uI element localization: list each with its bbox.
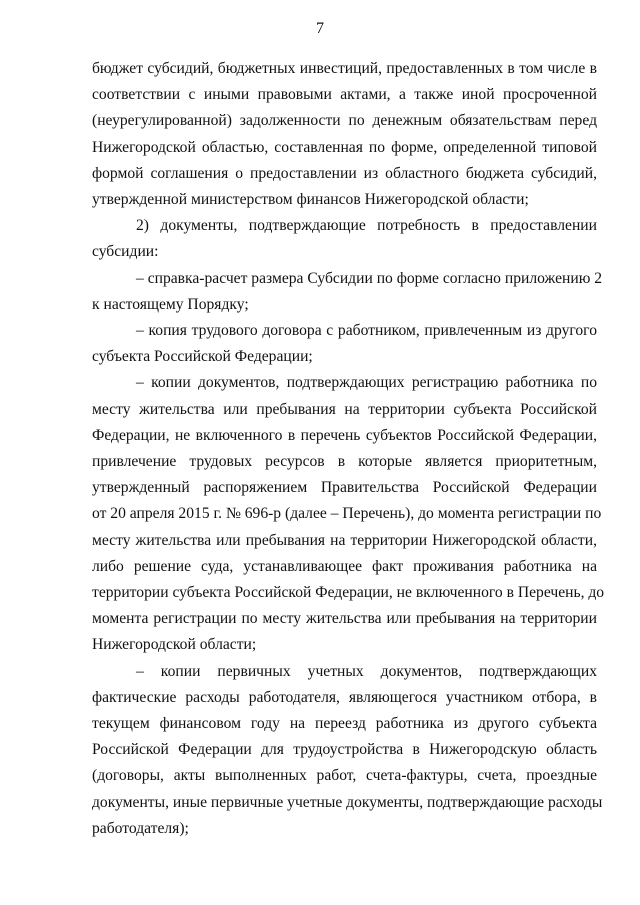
text-line: документы, иные первичные учетные документы, подтверждающие расходы — [92, 793, 603, 811]
text-line: текущем финансовом году на переезд работника из другого субъекта — [92, 715, 597, 733]
text-line: формой соглашения о предоставлении из областного бюджета субсидий, — [92, 164, 597, 182]
text-line: – справка-расчет размера Субсидии по форме согласно приложению 2 — [136, 269, 603, 287]
text-line: соответствии с иными правовыми актами, а также иной просроченной — [92, 86, 597, 104]
text-line: – копии первичных учетных документов, подтверждающих — [136, 662, 597, 680]
text-line: привлечение трудовых ресурсов в которые является приоритетным, — [92, 453, 597, 471]
text-line: – копия трудового договора с работником, привлеченным из другого — [136, 322, 597, 340]
paragraph — [92, 659, 603, 842]
page-number: 7 — [316, 20, 324, 37]
text-line: Нижегородской областью, составленная по форме, определенной типовой — [92, 138, 597, 156]
text-line: территории субъекта Российской Федерации, не включенного в Перечень, до — [92, 584, 605, 602]
paragraph — [92, 318, 597, 370]
paragraph — [92, 370, 605, 658]
text-line: Нижегородской области; — [92, 636, 257, 654]
text-line: Российской Федерации для трудоустройства в Нижегородскую область — [92, 741, 597, 759]
text-line: от 20 апреля 2015 г. № 696-р (далее – Перечень), до момента регистрации по — [92, 505, 602, 523]
text-line: (договоры, акты выполненных работ, счета-фактуры, счета, проездные — [92, 767, 597, 785]
text-line: утвержденный распоряжением Правительства Российской Федерации — [92, 479, 597, 497]
paragraph — [92, 213, 597, 265]
text-line: Федерации, не включенного в перечень субъектов Российской Федерации, — [92, 426, 597, 444]
document-body — [92, 56, 605, 842]
text-line: фактические расходы работодателя, являющегося участником отбора, в — [92, 688, 597, 706]
text-line: бюджет субсидий, бюджетных инвестиций, предоставленных в том числе в — [92, 60, 597, 77]
text-line: работодателя); — [92, 819, 189, 837]
paragraph — [92, 266, 603, 318]
text-line: утвержденной министерством финансов Нижегородской области; — [92, 191, 529, 209]
paragraph — [92, 56, 597, 213]
text-line: субъекта Российской Федерации; — [92, 348, 313, 366]
text-line: 2) документы, подтверждающие потребность в предоставлении — [136, 217, 597, 235]
text-line: субсидии: — [92, 243, 159, 261]
text-line: месту жительства или пребывания на территории Нижегородской области, — [92, 531, 597, 549]
text-line: – копии документов, подтверждающих регистрацию работника по — [136, 374, 597, 392]
text-line: к настоящему Порядку; — [92, 295, 249, 313]
text-line: момента регистрации по месту жительства или пребывания на территории — [92, 610, 597, 628]
text-line: (неурегулированной) задолженности по денежным обязательствам перед — [92, 112, 597, 130]
text-line: либо решение суда, устанавливающее факт проживания работника на — [92, 557, 597, 575]
text-line: месту жительства или пребывания на территории субъекта Российской — [92, 400, 597, 418]
